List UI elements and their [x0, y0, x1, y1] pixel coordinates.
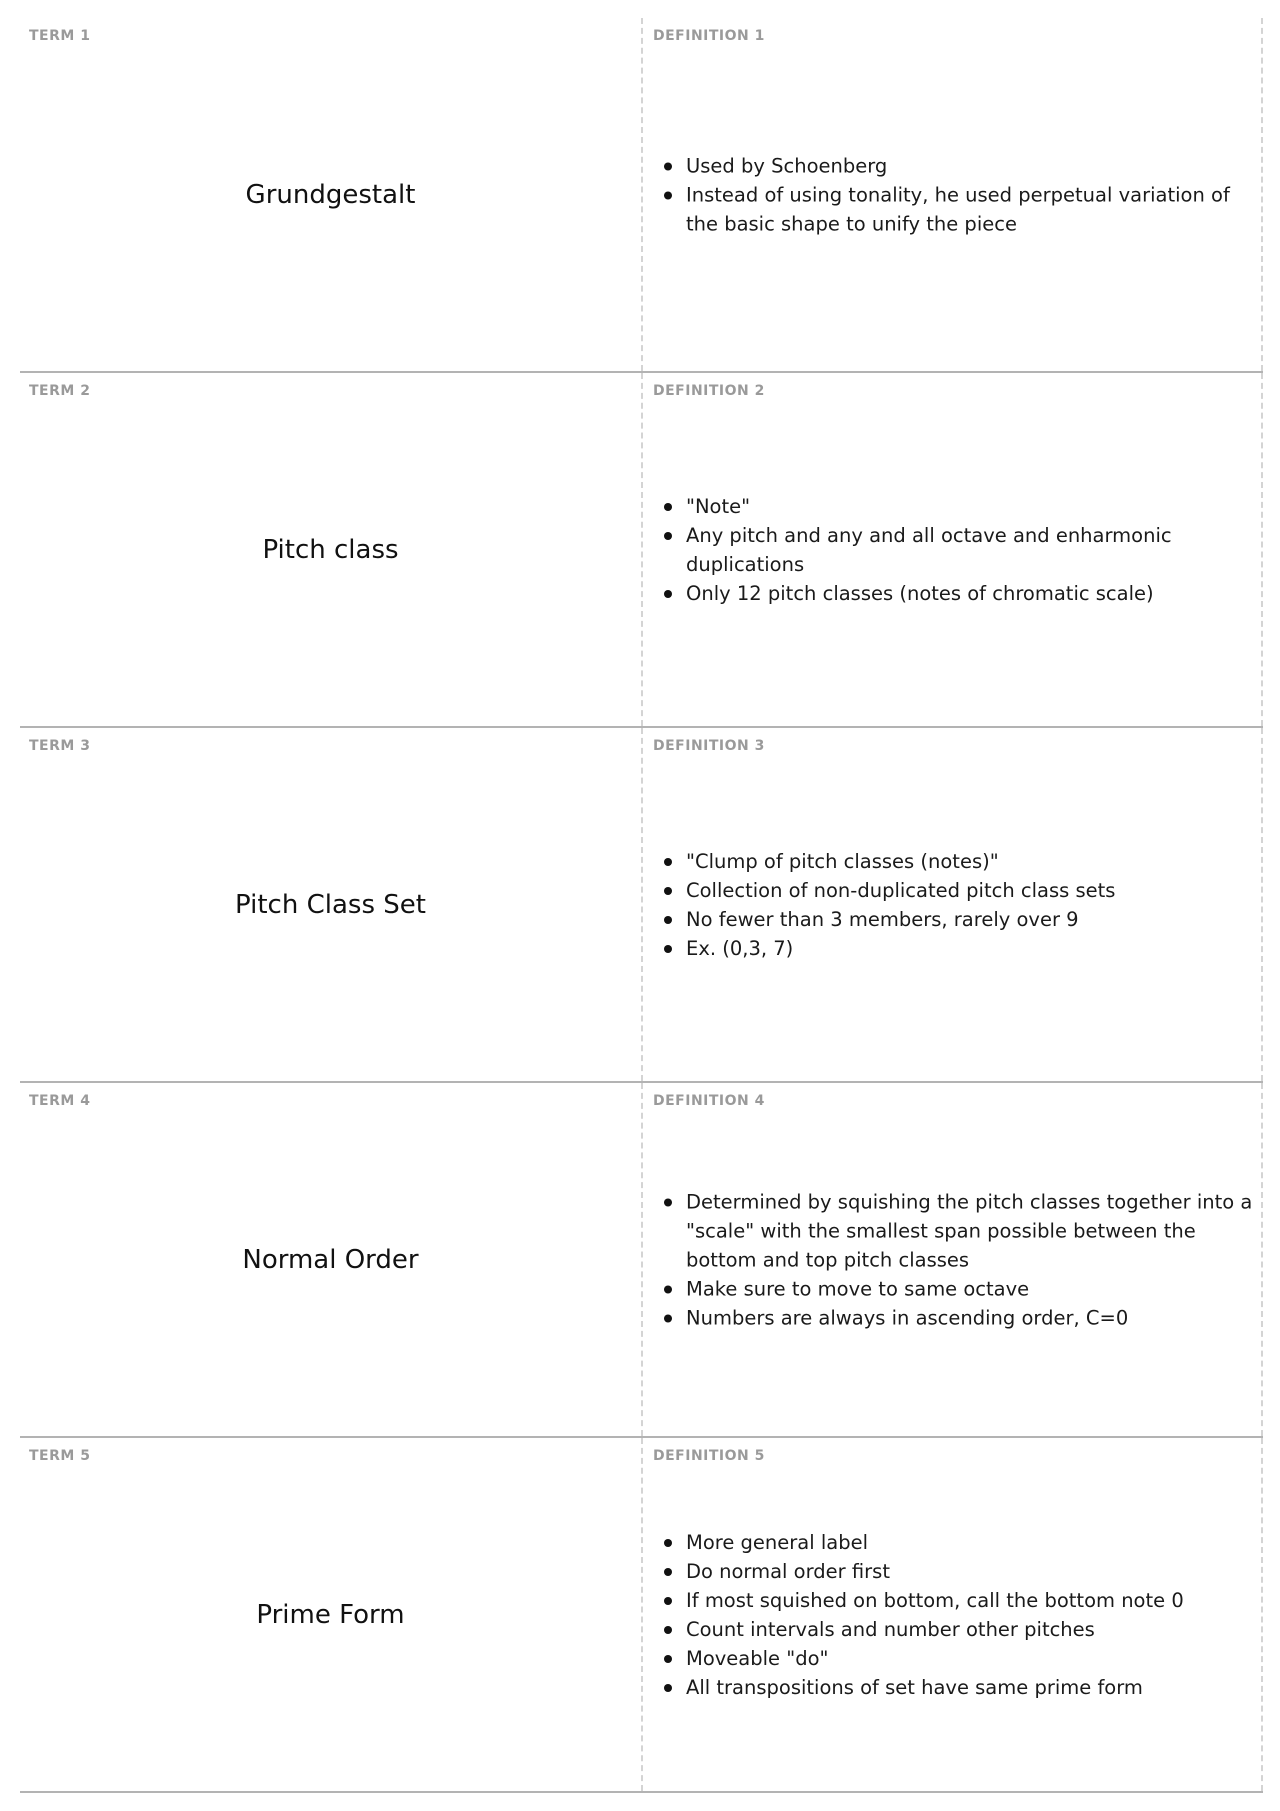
- term-text: Normal Order: [242, 1244, 419, 1275]
- definition-bullet-item: Instead of using tonality, he used perpetual variation of the basic shape to unify the piece: [686, 180, 1255, 238]
- definition-bullet-item: Make sure to move to same octave: [686, 1274, 1255, 1303]
- definition-bullet-item: Collection of non-duplicated pitch class sets: [686, 876, 1255, 905]
- term-label: TERM 4: [29, 1093, 91, 1109]
- definition-bullet-item: "Note": [686, 492, 1255, 521]
- definition-cell: [641, 373, 1263, 726]
- term-cell: [20, 728, 641, 1081]
- definition-cell: [641, 1438, 1263, 1791]
- definition-bullet-item: Any pitch and any and all octave and enharmonic duplications: [686, 521, 1255, 579]
- definition-bullet-item: "Clump of pitch classes (notes)": [686, 847, 1255, 876]
- definition-cell: [641, 18, 1263, 371]
- definition-list: [643, 1528, 1255, 1702]
- definition-list: [643, 151, 1255, 238]
- definition-label: DEFINITION 3: [653, 738, 765, 754]
- definition-label: DEFINITION 1: [653, 28, 765, 44]
- flashcard-sheet: [20, 18, 1263, 1793]
- definition-bullet-item: Determined by squishing the pitch classes together into a "scale" with the smallest span possible between the bottom and top pitch classes: [686, 1187, 1255, 1274]
- definition-bullet-item: Used by Schoenberg: [686, 151, 1255, 180]
- definition-list: [643, 1187, 1255, 1332]
- definition-bullet-item: No fewer than 3 members, rarely over 9: [686, 905, 1255, 934]
- definition-bullet-item: Count intervals and number other pitches: [686, 1615, 1255, 1644]
- definition-label: DEFINITION 4: [653, 1093, 765, 1109]
- definition-bullet-item: Ex. (0,3, 7): [686, 934, 1255, 963]
- term-label: TERM 2: [29, 383, 91, 399]
- term-cell: [20, 373, 641, 726]
- definition-bullet-item: More general label: [686, 1528, 1255, 1557]
- definition-label: DEFINITION 2: [653, 383, 765, 399]
- flashcard-row: [20, 18, 1263, 373]
- definition-bullet-item: Numbers are always in ascending order, C=0: [686, 1303, 1255, 1332]
- term-cell: [20, 1083, 641, 1436]
- definition-bullet-item: If most squished on bottom, call the bottom note 0: [686, 1586, 1255, 1615]
- flashcard-row: [20, 1083, 1263, 1438]
- term-cell: [20, 18, 641, 371]
- term-text: Grundgestalt: [245, 179, 416, 210]
- definition-list: [643, 847, 1255, 963]
- flashcard-row: [20, 1438, 1263, 1793]
- definition-cell: [641, 728, 1263, 1081]
- term-cell: [20, 1438, 641, 1791]
- term-label: TERM 1: [29, 28, 91, 44]
- term-text: Prime Form: [256, 1599, 405, 1630]
- term-label: TERM 3: [29, 738, 91, 754]
- definition-bullet-item: Moveable "do": [686, 1644, 1255, 1673]
- definition-label: DEFINITION 5: [653, 1448, 765, 1464]
- definition-bullet-item: Only 12 pitch classes (notes of chromatic scale): [686, 579, 1255, 608]
- term-text: Pitch Class Set: [235, 889, 426, 920]
- term-label: TERM 5: [29, 1448, 91, 1464]
- definition-bullet-item: Do normal order first: [686, 1557, 1255, 1586]
- definition-bullet-item: All transpositions of set have same prime form: [686, 1673, 1255, 1702]
- definition-list: [643, 492, 1255, 608]
- term-text: Pitch class: [262, 534, 399, 565]
- definition-cell: [641, 1083, 1263, 1436]
- flashcard-row: [20, 728, 1263, 1083]
- flashcard-row: [20, 373, 1263, 728]
